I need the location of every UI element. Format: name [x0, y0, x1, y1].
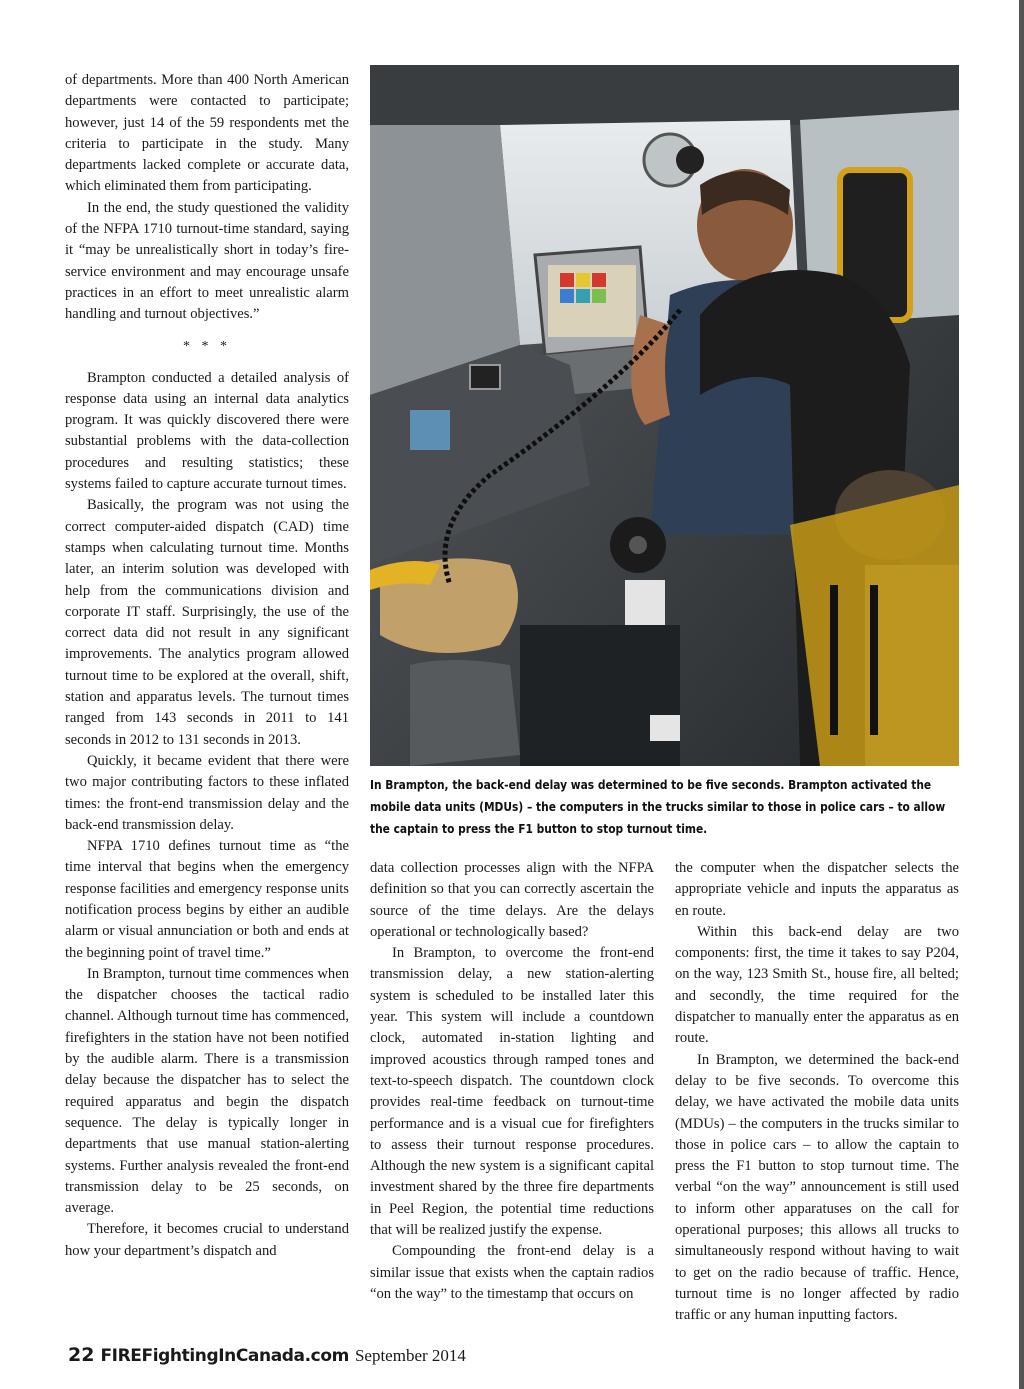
article-column-right: [675, 858, 959, 1327]
paragraph: In Brampton, to overcome the front-end transmission delay, a new station-alerting system is scheduled to be installed later this year. This system will include a countdown clock, automated in-station lighting and improved acoustics through ramped tones and text-to-speech dispatch. The countdown clock provides real-time feedback on turnout-time performance and is a visual cue for firefighters to assess their turnout response procedures. Although the new system is a significant capital investment shared by the three fire departments in Peel Region, the potential time reductions that will be realized justify the expense.: [370, 945, 654, 1239]
paragraph: Basically, the program was not using the correct computer-aided dispatch (CAD) time stamps when calculating turnout time. Months later, an interim solution was developed with help from the communications division and corporate IT staff. Surprisingly, the use of the correct data did not result in any significant improvements. The analytics program allowed turnout time to be explored at the overall, shift, station and apparatus levels. The turnout times ranged from 143 seconds in 2011 to 141 seconds in 2012 to 131 seconds in 2013.: [65, 497, 349, 748]
page-footer: [68, 1344, 466, 1372]
article-column-middle: [370, 858, 654, 1305]
paragraph: Compounding the front-end delay is a similar issue that exists when the captain radios “on the way” to the timestamp that occurs on: [370, 1243, 654, 1302]
paragraph: In Brampton, we determined the back-end delay to be five seconds. To overcome this delay, we have activated the mobile data units (MDUs) – the computers in the trucks similar to those in police cars – to allow the captain to press the F1 button to stop turnout time. The verbal “on the way” announcement is still used to inform other apparatuses on the call for operational purposes; this allows all trucks to simultaneously respond without having to wait to get on the radio because of traffic. Hence, turnout time is no longer affected by radio traffic or any human inputting factors.: [675, 1051, 959, 1324]
page-edge: [1019, 0, 1024, 1389]
article-column-left: [65, 70, 349, 1262]
paragraph: Quickly, it became evident that there were two major contributing factors to these inflated times: the front-end transmission delay and the back-end transmission delay.: [65, 752, 349, 833]
issue-date: September 2014: [354, 1346, 466, 1365]
photo-caption: In Brampton, the back-end delay was determined to be five seconds. Brampton activated the mobile data units (MDUs) – the computers in the trucks similar to those in police cars – to allow the captain to press the F1 button to stop turnout time.: [370, 777, 946, 836]
paragraph: Brampton conducted a detailed analysis of response data using an internal data analytics program. It was quickly discovered there were substantial problems with the data-collection procedures and resulting statistics; these systems failed to capture accurate turnout times.: [65, 369, 349, 493]
paragraph: data collection processes align with the NFPA definition so that you can correctly ascertain the source of the time delays. Are the delays operational or technologically based?: [370, 860, 654, 940]
paragraph: In the end, the study questioned the validity of the NFPA 1710 turnout-time standard, saying it “may be unrealistically short in today’s fire-service environment and may encourage unsafe practices in an effort to meet unrealistic alarm handling and turnout objectives.”: [65, 199, 349, 323]
photo-illustration: [370, 65, 959, 766]
article-photo: [370, 65, 959, 766]
page-number: 22: [68, 1344, 95, 1366]
section-separator: * * *: [183, 338, 231, 354]
paragraph: of departments. More than 400 North American departments were contacted to participate; however, just 14 of the 59 respondents met the criteria to participate in the study. Many departments lacked complete or accurate data, which eliminated them from participating.: [65, 72, 349, 195]
paragraph: NFPA 1710 defines turnout time as “the time interval that begins when the emergency response facilities and emergency response units notification process begins by either an audible alarm or visual annunciation or both and ends at the beginning point of travel time.”: [65, 838, 349, 961]
paragraph: Therefore, it becomes crucial to understand how your department’s dispatch and: [65, 1221, 349, 1259]
publication-name: FIREFightingInCanada.com: [100, 1346, 349, 1366]
paragraph: Within this back-end delay are two components: first, the time it takes to say P204, on the way, 123 Smith St., house fire, all belted; and secondly, the time required for the dispatcher to manually enter the apparatus as en route.: [675, 923, 959, 1047]
paragraph: the computer when the dispatcher selects the appropriate vehicle and inputs the apparatus as en route.: [675, 860, 959, 919]
paragraph: In Brampton, turnout time commences when the dispatcher chooses the tactical radio channel. Although turnout time has commenced, firefighters in the station have not been notified by the audible alarm. There is a transmission delay because the dispatcher has to select the required apparatus and begin the dispatch sequence. The delay is typically longer in departments that use manual station-alerting systems. Further analysis revealed the front-end transmission delay to be 25 seconds, on average.: [65, 965, 349, 1217]
